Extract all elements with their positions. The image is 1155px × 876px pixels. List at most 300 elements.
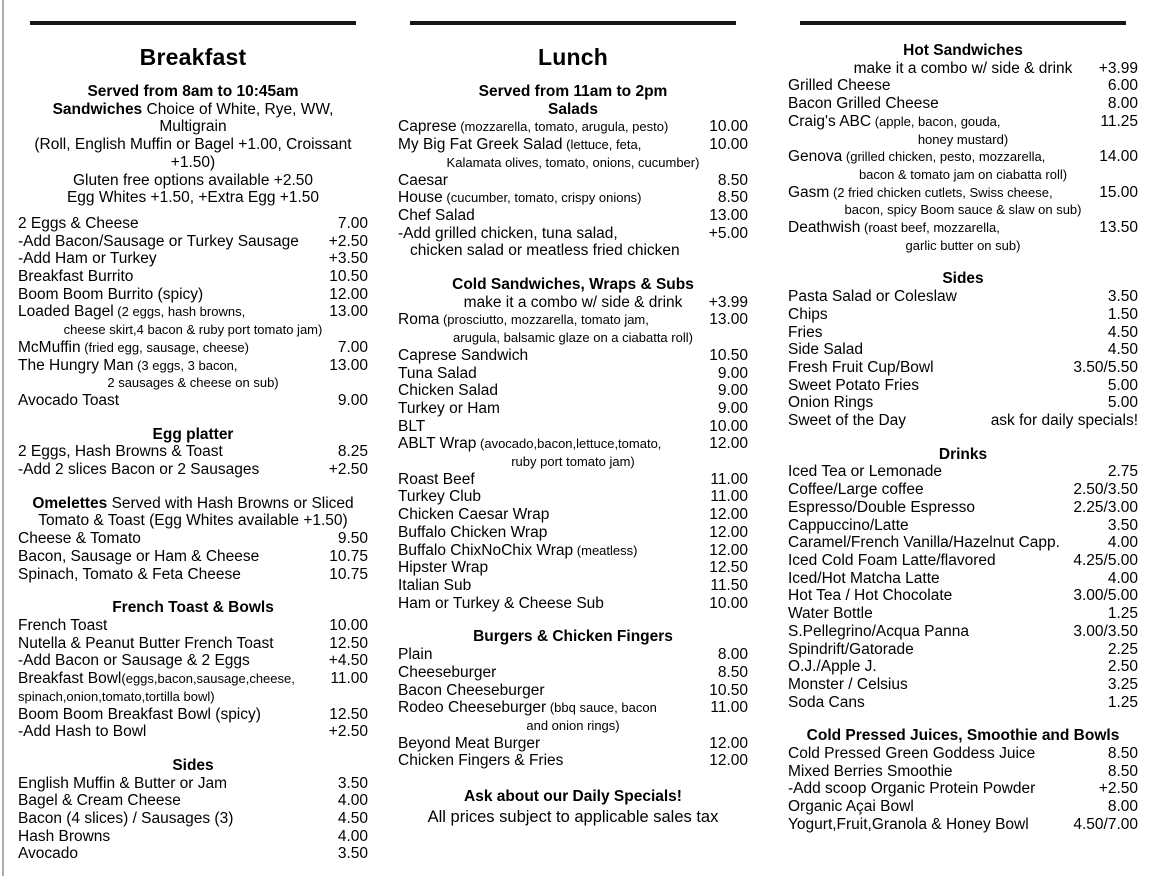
item-name: Boom Boom Burrito (spicy) — [18, 285, 204, 303]
section-header-line — [18, 83, 368, 101]
item-price: 1.25 — [1107, 605, 1138, 623]
item-name: Italian Sub — [398, 576, 472, 594]
item-price: 10.50 — [709, 346, 748, 364]
item-price: 10.00 — [709, 594, 748, 612]
menu-item — [18, 566, 368, 584]
section-items — [788, 463, 1138, 711]
header-bold-text: Cold Pressed Juices, Smoothie and Bowls — [806, 727, 1120, 745]
item-name: Caprese Sandwich — [398, 346, 529, 364]
section-header-line — [18, 172, 368, 190]
menu-section — [18, 426, 368, 479]
menu-item — [398, 488, 748, 506]
item-name: Breakfast Bowl(eggs,bacon,sausage,cheese, — [18, 670, 295, 688]
menu-item — [18, 706, 368, 724]
menu-item — [398, 225, 748, 243]
section-items — [18, 443, 368, 478]
item-name: Chef Salad — [398, 206, 475, 224]
item-description: (apple, bacon, gouda, — [871, 113, 1001, 129]
item-name: Hash Browns — [18, 827, 111, 845]
item-name: Organic Açai Bowl — [788, 798, 914, 816]
item-price: 11.50 — [710, 576, 748, 594]
menu-item — [18, 268, 368, 286]
item-name: Bacon Grilled Cheese — [788, 95, 939, 113]
menu-item — [788, 463, 1138, 481]
item-continuation-line: Kalamata olives, tomato, onions, cucumber) — [446, 154, 700, 170]
section-items — [788, 60, 1138, 255]
item-price: +3.50 — [328, 250, 368, 268]
item-name: Spindrift/Gatorade — [788, 640, 914, 658]
menu-item — [18, 845, 368, 863]
item-name: Bacon (4 slices) / Sausages (3) — [18, 810, 234, 828]
header-bold-text: Cold Sandwiches, Wraps & Subs — [452, 276, 694, 294]
section-items — [398, 294, 748, 613]
header-bold-text: Salads — [548, 100, 598, 118]
item-continuation-line: arugula, balsamic glaze on a ciabatta roll) — [453, 330, 693, 346]
section-items — [398, 646, 748, 770]
item-price: 12.50 — [329, 705, 368, 723]
item-name: Water Bottle — [788, 605, 873, 623]
item-price: 14.00 — [1099, 148, 1138, 166]
menu-item — [18, 443, 368, 461]
item-price: 3.50 — [1107, 516, 1138, 534]
item-name: Caprese (mozzarella, tomato, arugula, pesto) — [398, 118, 669, 136]
item-name: The Hungry Man (3 eggs, 3 bacon, — [18, 356, 238, 374]
section-header-line — [398, 276, 748, 294]
section-header-line — [398, 101, 748, 119]
menu-item — [18, 233, 368, 251]
item-name: Avocado Toast — [18, 391, 120, 409]
menu-item — [788, 605, 1138, 623]
item-price: 3.50 — [337, 774, 368, 792]
breakfast-sections — [18, 83, 368, 863]
item-name: Hipster Wrap — [398, 559, 489, 577]
item-price: 13.00 — [329, 356, 368, 374]
item-name: Rodeo Cheeseburger (bbq sauce, bacon — [398, 699, 657, 717]
section-header-line — [18, 101, 368, 136]
menu-item — [398, 400, 748, 418]
column-title-lunch: Lunch — [538, 44, 608, 70]
item-price: 9.00 — [717, 382, 748, 400]
item-name: Spinach, Tomato & Feta Cheese — [18, 565, 241, 583]
item-continuation-line: spinach,onion,tomato,tortilla bowl) — [18, 688, 215, 704]
menu-item — [398, 347, 748, 365]
item-name: Grilled Cheese — [788, 77, 891, 95]
item-name: Espresso/Double Espresso — [788, 498, 975, 516]
item-description: (fried egg, sausage, cheese) — [80, 339, 249, 355]
item-name: -Add 2 slices Bacon or 2 Sausages — [18, 461, 260, 479]
section-header-line — [788, 446, 1138, 464]
item-price: 10.75 — [329, 565, 368, 583]
item-price: +4.50 — [328, 652, 368, 670]
item-price: 12.00 — [709, 523, 748, 541]
item-name: Roma (prosciutto, mozzarella, tomato jam, — [398, 311, 649, 329]
item-price: 9.00 — [337, 391, 368, 409]
hot-sandwiches-sections — [788, 42, 1138, 834]
item-price: 13.50 — [1099, 219, 1138, 237]
item-name: -Add Hash to Bowl — [18, 723, 147, 741]
menu-item — [788, 306, 1138, 324]
section-header-line — [398, 83, 748, 101]
menu-column-hot-sandwiches — [788, 0, 1138, 834]
item-price: 3.50 — [337, 845, 368, 863]
item-price: +5.00 — [708, 224, 748, 242]
item-name: Deathwish (roast beef, mozzarella, — [788, 219, 1000, 237]
menu-item — [398, 595, 748, 613]
item-name: Soda Cans — [788, 693, 865, 711]
item-continuation-line: bacon & tomato jam on ciabatta roll) — [858, 166, 1068, 182]
item-name: Beyond Meat Burger — [398, 734, 541, 752]
item-price: 4.50/7.00 — [1073, 815, 1138, 833]
item-price: 8.25 — [337, 443, 368, 461]
item-continuation-line: chicken salad or meatless fried chicken — [410, 242, 680, 260]
menu-section — [788, 727, 1138, 833]
item-name: 2 Eggs & Cheese — [18, 214, 139, 232]
item-name: Sweet Potato Fries — [788, 376, 919, 394]
item-name: Side Salad — [788, 341, 863, 359]
menu-item — [398, 699, 748, 717]
item-price: 10.75 — [329, 547, 368, 565]
menu-item — [788, 641, 1138, 659]
item-price: 10.00 — [709, 136, 748, 154]
item-price: 7.00 — [337, 214, 368, 232]
menu-column-lunch — [398, 0, 748, 828]
item-continuation-line: garlic butter on sub) — [905, 237, 1021, 253]
item-price: 2.25 — [1107, 640, 1138, 658]
header-bold-text: French Toast & Bowls — [112, 599, 274, 617]
section-items — [788, 288, 1138, 430]
menu-item — [788, 623, 1138, 641]
menu-item — [18, 286, 368, 304]
menu-item — [18, 617, 368, 635]
item-name: Monster / Celsius — [788, 675, 908, 693]
item-name: English Muffin & Butter or Jam — [18, 774, 228, 792]
header-bold-text: Burgers & Chicken Fingers — [473, 628, 673, 646]
item-price: 13.00 — [709, 206, 748, 224]
item-price: 8.50 — [1107, 745, 1138, 763]
menu-item — [788, 798, 1138, 816]
item-name: Craig's ABC (apple, bacon, gouda, — [788, 112, 1001, 130]
menu-item — [398, 118, 748, 136]
menu-section — [788, 446, 1138, 712]
item-price: 11.25 — [1100, 112, 1138, 130]
item-name: Caesar — [398, 171, 448, 189]
menu-section — [18, 83, 368, 410]
menu-item — [788, 570, 1138, 588]
menu-item — [398, 752, 748, 770]
item-price: 11.00 — [710, 470, 748, 488]
item-description: (roast beef, mozzarella, — [860, 220, 1000, 236]
menu-section — [788, 42, 1138, 254]
item-price: 3.50/5.50 — [1073, 358, 1138, 376]
menu-item — [788, 481, 1138, 499]
item-price: 8.50 — [1107, 762, 1138, 780]
section-header-line — [398, 628, 748, 646]
menu-item — [398, 382, 748, 400]
item-price: 5.00 — [1107, 376, 1138, 394]
item-name: Avocado — [18, 845, 79, 863]
item-name: Sweet of the Day — [788, 412, 907, 430]
item-name: Pasta Salad or Coleslaw — [788, 288, 957, 306]
section-items — [18, 617, 368, 741]
item-name: Chicken Salad — [398, 382, 498, 400]
menu-item — [788, 219, 1138, 237]
item-price: 4.00 — [1107, 569, 1138, 587]
item-description: (cucumber, tomato, crispy onions) — [442, 190, 642, 206]
item-name: Yogurt,Fruit,Granola & Honey Bowl — [788, 815, 1029, 833]
menu-item — [18, 215, 368, 233]
item-continuation-line: and onion rings) — [526, 717, 620, 733]
item-name: House (cucumber, tomato, crispy onions) — [398, 189, 642, 207]
section-items — [18, 775, 368, 864]
menu-item — [18, 792, 368, 810]
item-name: Breakfast Burrito — [18, 268, 134, 286]
item-name: Iced/Hot Matcha Latte — [788, 569, 940, 587]
item-price: +2.50 — [328, 723, 368, 741]
item-name: Onion Rings — [788, 394, 874, 412]
item-name: Caramel/French Vanilla/Hazelnut Capp. — [788, 534, 1060, 552]
item-price: 4.50 — [1107, 323, 1138, 341]
menu-item — [788, 745, 1138, 763]
menu-item — [788, 184, 1138, 202]
item-price: 12.00 — [709, 752, 748, 770]
item-name: Turkey Club — [398, 488, 481, 506]
menu-item — [788, 359, 1138, 377]
menu-item — [18, 303, 368, 321]
item-description: (avocado,bacon,lettuce,tomato, — [476, 436, 662, 452]
section-header-line — [18, 512, 368, 530]
item-price: 8.00 — [717, 646, 748, 664]
item-name: Loaded Bagel (2 eggs, hash browns, — [18, 303, 246, 321]
item-name: S.Pellegrino/Acqua Panna — [788, 622, 969, 640]
item-name: Boom Boom Breakfast Bowl (spicy) — [18, 705, 261, 723]
section-header-line — [398, 807, 748, 828]
item-name: -Add scoop Organic Protein Powder — [788, 780, 1036, 798]
item-price: 11.00 — [710, 699, 748, 717]
item-price: 9.50 — [337, 530, 368, 548]
item-name: BLT — [398, 417, 426, 435]
header-text: All prices subject to applicable sales tax — [427, 808, 719, 827]
item-price: 7.00 — [337, 338, 368, 356]
item-name: make it a combo w/ side & drink — [853, 59, 1073, 77]
menu-item — [18, 548, 368, 566]
item-price: 2.75 — [1107, 463, 1138, 481]
item-name: Tuna Salad — [398, 364, 477, 382]
menu-item — [18, 392, 368, 410]
header-bold-text: Served from 11am to 2pm — [478, 83, 668, 100]
menu-item — [788, 658, 1138, 676]
item-name: French Toast — [18, 616, 108, 634]
item-name: O.J./Apple J. — [788, 658, 877, 676]
item-name: Iced Cold Foam Latte/flavored — [788, 551, 996, 569]
item-name: make it a combo w/ side & drink — [463, 293, 683, 311]
item-name: Bacon Cheeseburger — [398, 681, 545, 699]
item-price: 12.50 — [329, 634, 368, 652]
section-header-line — [18, 136, 368, 171]
item-name: Nutella & Peanut Butter French Toast — [18, 634, 274, 652]
item-price: 8.50 — [717, 171, 748, 189]
item-price: 4.00 — [1107, 534, 1138, 552]
menu-item — [398, 559, 748, 577]
item-price: 12.00 — [709, 541, 748, 559]
item-name: Fries — [788, 323, 823, 341]
item-description: (meatless) — [573, 542, 638, 558]
menu-item — [18, 530, 368, 548]
item-price: 8.00 — [1107, 798, 1138, 816]
menu-item — [788, 377, 1138, 395]
item-price: 2.25/3.00 — [1073, 498, 1138, 516]
menu-item — [788, 499, 1138, 517]
item-name: McMuffin (fried egg, sausage, cheese) — [18, 338, 249, 356]
item-price: 9.00 — [717, 364, 748, 382]
item-name: ABLT Wrap (avocado,bacon,lettuce,tomato, — [398, 435, 662, 453]
item-name: Gasm (2 fried chicken cutlets, Swiss cheese, — [788, 183, 1053, 201]
item-name: Coffee/Large coffee — [788, 481, 924, 499]
item-continuation-line: ruby port tomato jam) — [511, 454, 635, 470]
header-text: Gluten free options available +2.50 — [73, 171, 313, 189]
lunch-sections — [398, 83, 748, 828]
header-text: Egg Whites +1.50, +Extra Egg +1.50 — [66, 189, 320, 207]
menu-column-breakfast — [18, 0, 368, 863]
menu-item — [788, 587, 1138, 605]
item-price: +2.50 — [1098, 780, 1138, 798]
section-header-line — [18, 757, 368, 775]
item-price: 12.50 — [709, 559, 748, 577]
item-price: 3.00/5.00 — [1073, 587, 1138, 605]
section-header-line — [18, 599, 368, 617]
menu-item — [788, 552, 1138, 570]
item-name: 2 Eggs, Hash Browns & Toast — [18, 443, 223, 461]
menu-section — [788, 270, 1138, 429]
section-items — [398, 118, 748, 260]
item-name: Iced Tea or Lemonade — [788, 463, 942, 481]
menu-item — [18, 775, 368, 793]
item-price: 4.25/5.00 — [1073, 551, 1138, 569]
item-price: 2.50/3.50 — [1073, 481, 1138, 499]
header-bold-text: Egg platter — [152, 425, 234, 443]
item-description: (3 eggs, 3 bacon, — [133, 357, 238, 373]
item-price: 10.00 — [709, 118, 748, 136]
item-continuation-line: honey mustard) — [917, 131, 1009, 147]
menu-item — [398, 506, 748, 524]
item-description: (bbq sauce, bacon — [546, 700, 657, 716]
item-description: (eggs,bacon,sausage,cheese, — [121, 671, 295, 687]
item-price: 13.00 — [329, 303, 368, 321]
item-price: ask for daily specials! — [990, 412, 1138, 430]
item-price: 3.50 — [1107, 288, 1138, 306]
menu-item — [398, 418, 748, 436]
item-price: 3.00/3.50 — [1073, 622, 1138, 640]
item-name: -Add Ham or Turkey — [18, 250, 157, 268]
item-price: 8.00 — [1107, 95, 1138, 113]
item-price: 9.00 — [717, 399, 748, 417]
header-bold-text: Omelettes — [32, 494, 108, 512]
menu-item — [18, 339, 368, 357]
section-items — [18, 530, 368, 583]
menu-item — [398, 435, 748, 453]
header-bold-text: Served from 8am to 10:45am — [87, 83, 299, 100]
menu-item — [18, 635, 368, 653]
item-name: Cold Pressed Green Goddess Juice — [788, 745, 1036, 763]
menu-item — [398, 664, 748, 682]
item-name: -Add Bacon or Sausage & 2 Eggs — [18, 652, 250, 670]
section-header-line — [18, 426, 368, 444]
item-price: +3.99 — [708, 293, 748, 311]
menu-item — [788, 780, 1138, 798]
menu-item — [788, 676, 1138, 694]
item-name: Chicken Caesar Wrap — [398, 506, 550, 524]
section-header-line — [788, 727, 1138, 745]
menu-section — [398, 83, 748, 260]
item-price: 10.50 — [709, 681, 748, 699]
menu-item — [18, 461, 368, 479]
item-price: +3.99 — [1098, 59, 1138, 77]
menu-item — [398, 172, 748, 190]
column-top-rule — [800, 21, 1126, 25]
menu-item — [398, 646, 748, 664]
item-price: 12.00 — [709, 435, 748, 453]
menu-item — [788, 534, 1138, 552]
menu-item — [18, 670, 368, 688]
menu-item — [398, 524, 748, 542]
item-name: Chips — [788, 305, 828, 323]
item-price: 8.50 — [717, 189, 748, 207]
item-description: (mozzarella, tomato, arugula, pesto) — [456, 119, 669, 135]
item-price: 12.00 — [709, 506, 748, 524]
menu-item — [398, 136, 748, 154]
menu-item — [788, 412, 1138, 430]
item-price: 4.50 — [1107, 341, 1138, 359]
item-price: 11.00 — [330, 670, 368, 688]
section-items — [18, 215, 368, 410]
section-header-line — [788, 42, 1138, 60]
menu-item — [18, 652, 368, 670]
header-bold-text: Ask about our Daily Specials! — [464, 788, 682, 806]
menu-item — [18, 810, 368, 828]
item-description: (lettuce, feta, — [562, 137, 642, 153]
section-header-line — [398, 786, 748, 807]
section-header-line — [18, 495, 368, 513]
item-price: 4.00 — [337, 827, 368, 845]
item-price: 5.00 — [1107, 394, 1138, 412]
item-continuation-line: 2 sausages & cheese on sub) — [107, 375, 279, 391]
item-price: 1.25 — [1107, 693, 1138, 711]
menu-item — [398, 577, 748, 595]
item-continuation-line: bacon, spicy Boom sauce & slaw on sub) — [844, 202, 1082, 218]
item-price: 4.50 — [337, 810, 368, 828]
item-price: 8.50 — [717, 663, 748, 681]
item-name: Roast Beef — [398, 470, 475, 488]
menu-item — [788, 816, 1138, 834]
item-name: Cheese & Tomato — [18, 530, 141, 548]
section-header-line — [18, 189, 368, 207]
menu-item — [788, 95, 1138, 113]
item-name: Cheeseburger — [398, 663, 497, 681]
item-name: Buffalo ChixNoChix Wrap (meatless) — [398, 541, 638, 559]
header-text: Served with Hash Browns or Sliced — [107, 494, 354, 512]
item-name: Fresh Fruit Cup/Bowl — [788, 358, 934, 376]
menu-item — [398, 735, 748, 753]
item-description: (grilled chicken, pesto, mozzarella, — [842, 149, 1046, 165]
menu-item — [788, 148, 1138, 166]
item-name: Plain — [398, 646, 433, 664]
section-items — [788, 745, 1138, 834]
header-text: Tomato & Toast (Egg Whites available +1.50) — [38, 512, 348, 530]
menu-item — [398, 207, 748, 225]
menu-item — [788, 341, 1138, 359]
item-price: 6.00 — [1107, 77, 1138, 95]
header-bold-text: Sides — [942, 270, 984, 288]
menu-item — [788, 394, 1138, 412]
